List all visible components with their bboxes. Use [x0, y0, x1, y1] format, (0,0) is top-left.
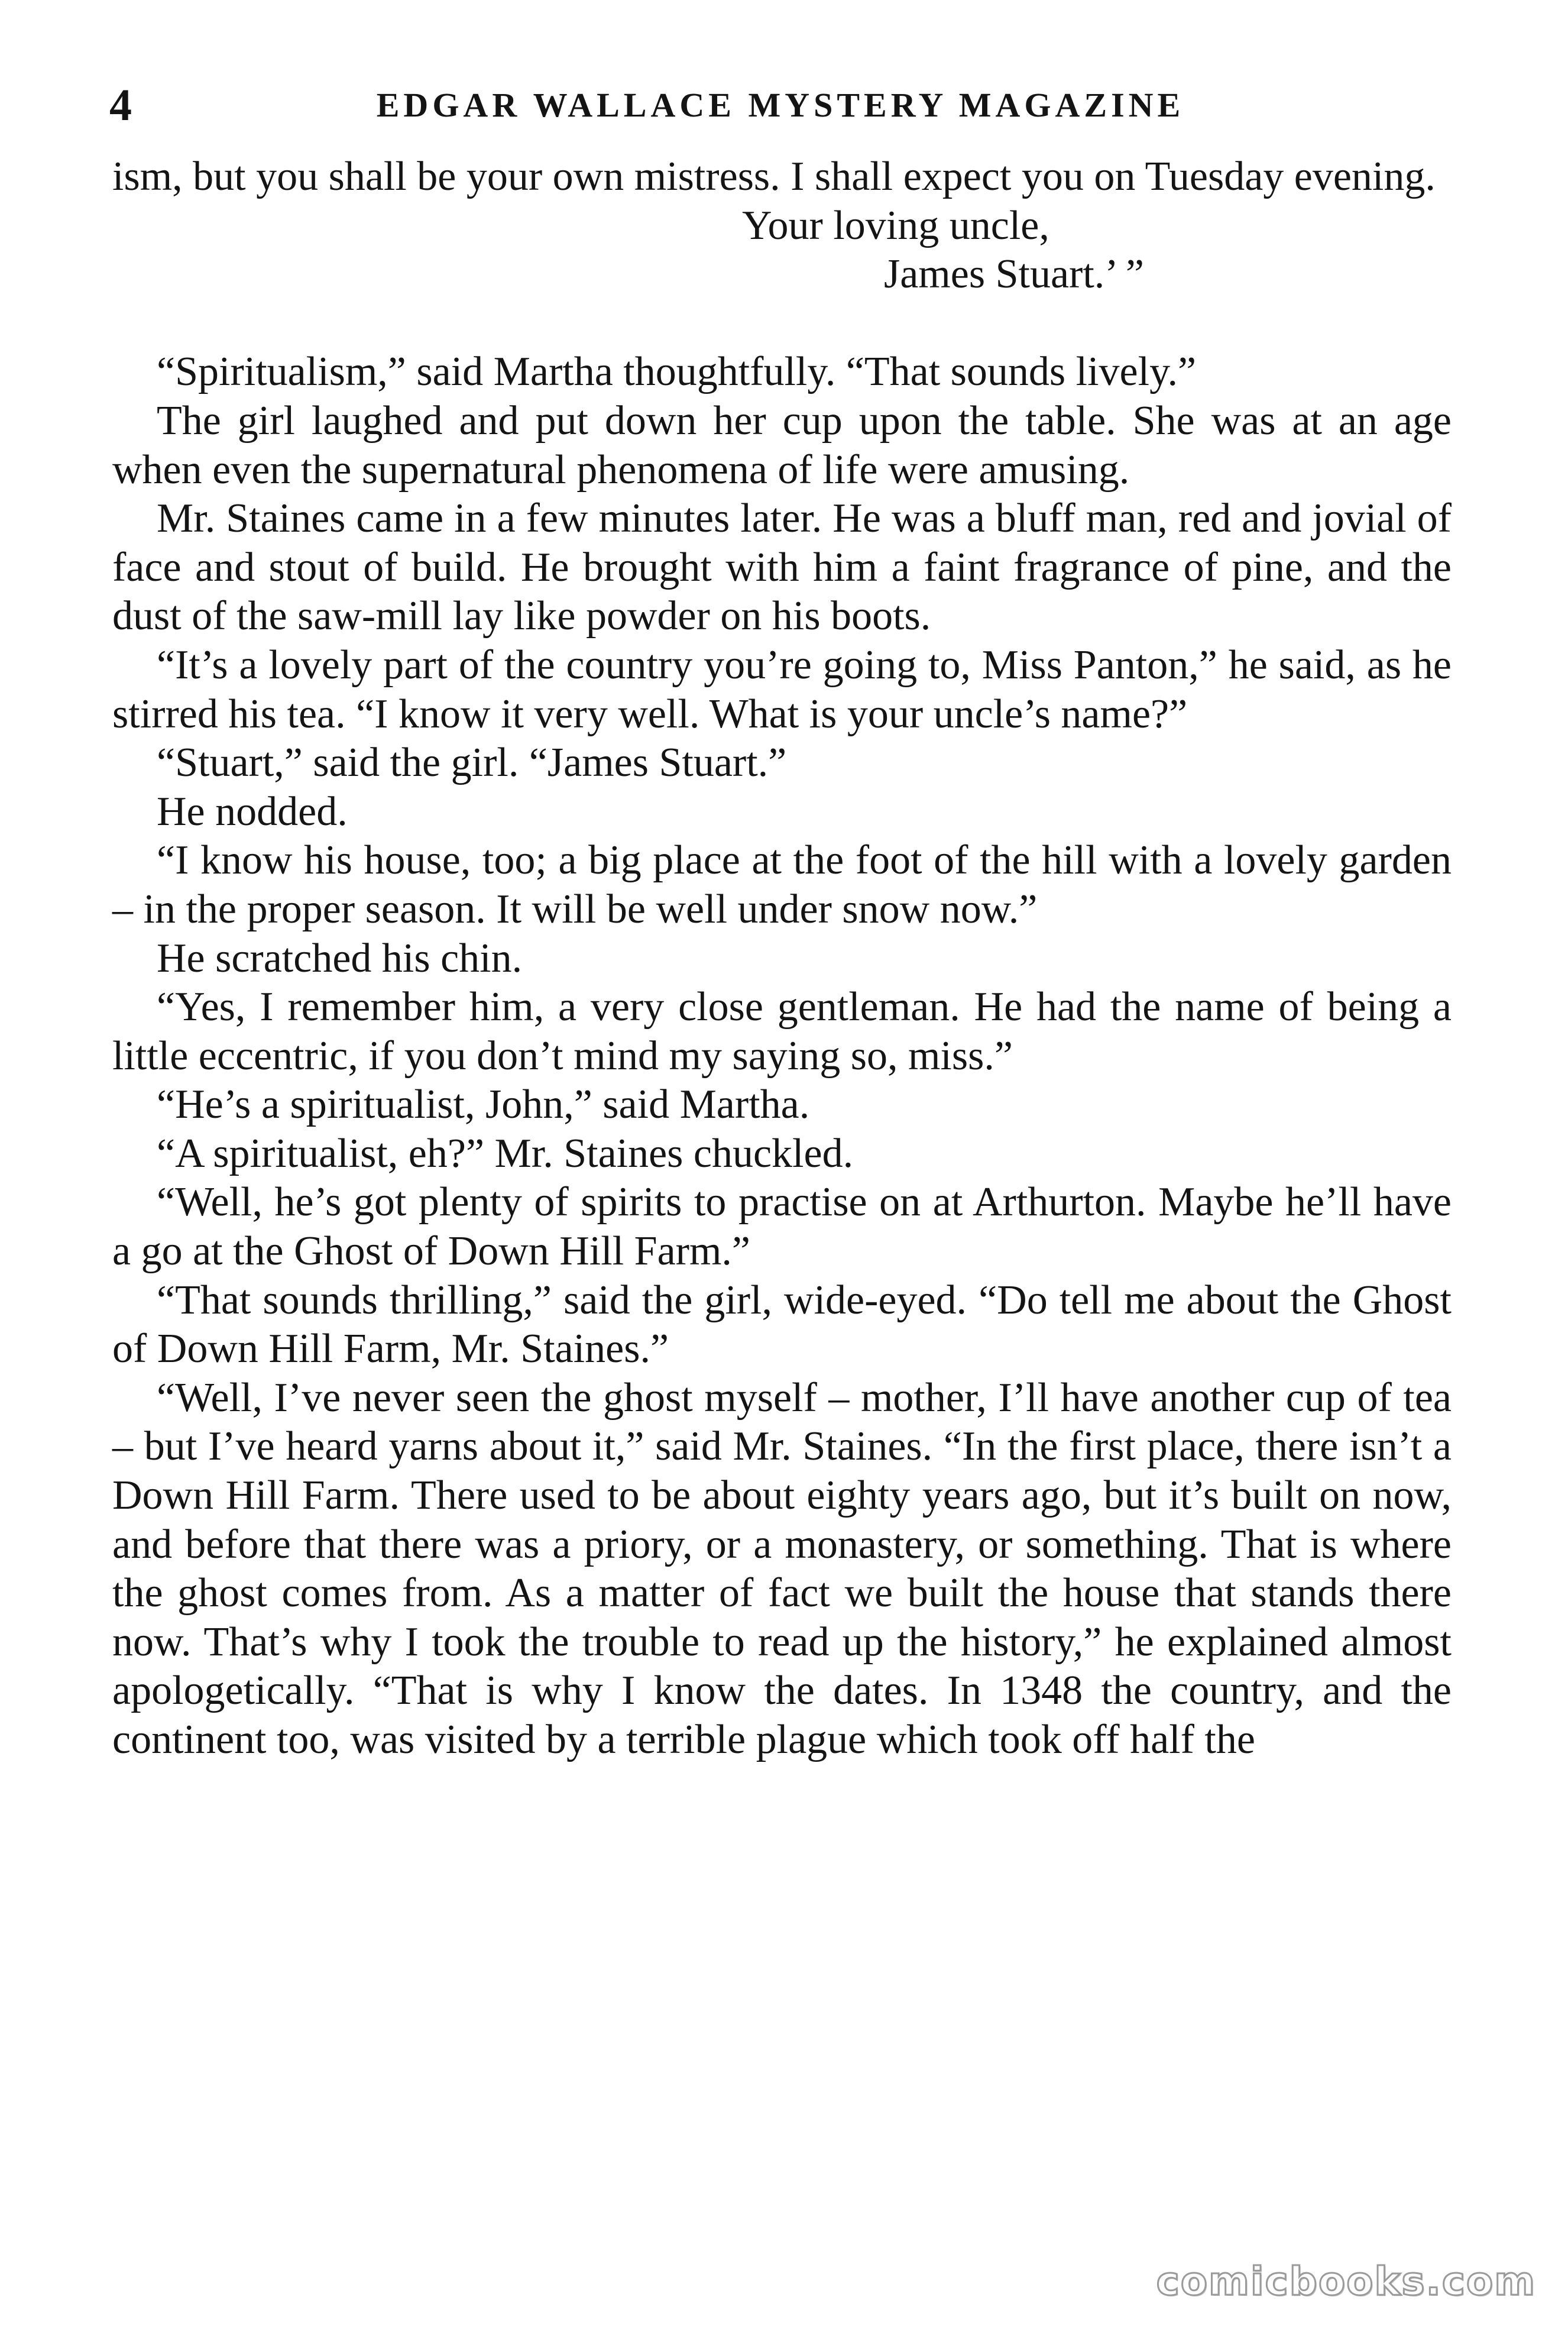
paragraph: “Well, I’ve never seen the ghost myself – mother, I’ll have another cup of tea – but I’ve heard yarns about it,” said Mr. Staines. “In the first place, there isn’t a Down Hill Farm. There used to be about eighty years ago, but it’s built on now, and before that there was a priory, or a monastery, or something. That is where the ghost comes from. As a matter of fact we built the house that stands there now. That’s why I took the trouble to read up the history,” he explained almost apologetically. “That is why I know the dates. In 1348 the country, and the continent too, was visited by a terrible plague which took off half the [112, 1374, 1452, 1762]
paragraph: “Well, he’s got plenty of spirits to practise on at Arthurton. Maybe he’ll have a go at the Ghost of Down Hill Farm.” [112, 1179, 1452, 1275]
paragraph: He scratched his chin. [157, 935, 523, 981]
page-number: 4 [109, 80, 132, 130]
paragraph: Mr. Staines came in a few minutes later. He was a bluff man, red and jovial of face and stout of build. He brought with him a faint fragrance of pine, and the dust of the saw-mill lay like powder on his boots. [112, 496, 1452, 639]
paragraph: He nodded. [157, 788, 348, 834]
paragraph: “It’s a lovely part of the country you’re going to, Miss Panton,” he said, as he stirred his tea. “I know it very well. What is your uncle’s name?” [112, 642, 1452, 737]
paragraph: “I know his house, too; a big place at the foot of the hill with a lovely garden – in the proper season. It will be well under snow now.” [112, 837, 1452, 932]
paragraph: The girl laughed and put down her cup upon the table. She was at an age when even the supernatural phenomena of life were amusing. [112, 397, 1452, 493]
watermark: comicbooks.com [1156, 2259, 1536, 2304]
paragraph: “A spiritualist, eh?” Mr. Staines chuckled. [157, 1130, 854, 1176]
running-title: EDGAR WALLACE MYSTERY MAGAZINE [376, 86, 1185, 124]
letter-closing: Your loving uncle, [742, 202, 1049, 248]
letter-continuation: ism, but you shall be your own mistress. I shall expect you on Tuesday evening. [112, 154, 1436, 199]
paragraph: “He’s a spiritualist, John,” said Martha. [157, 1082, 810, 1128]
paragraph: “Yes, I remember him, a very close gentleman. He had the name of being a little eccentric, if you don’t mind my saying so, miss.” [112, 984, 1452, 1079]
paragraph-gap [112, 299, 1452, 348]
body-text [112, 153, 1452, 1765]
page-header [109, 76, 1452, 135]
paragraph: “Stuart,” said the girl. “James Stuart.” [157, 740, 787, 786]
letter-signature: James Stuart.’ ” [884, 251, 1144, 297]
paragraph: “Spiritualism,” said Martha thoughtfully. “That sounds lively.” [157, 349, 1197, 395]
paragraph: “That sounds thrilling,” said the girl, wide-eyed. “Do tell me about the Ghost of Down Hill Farm, Mr. Staines.” [112, 1277, 1452, 1372]
